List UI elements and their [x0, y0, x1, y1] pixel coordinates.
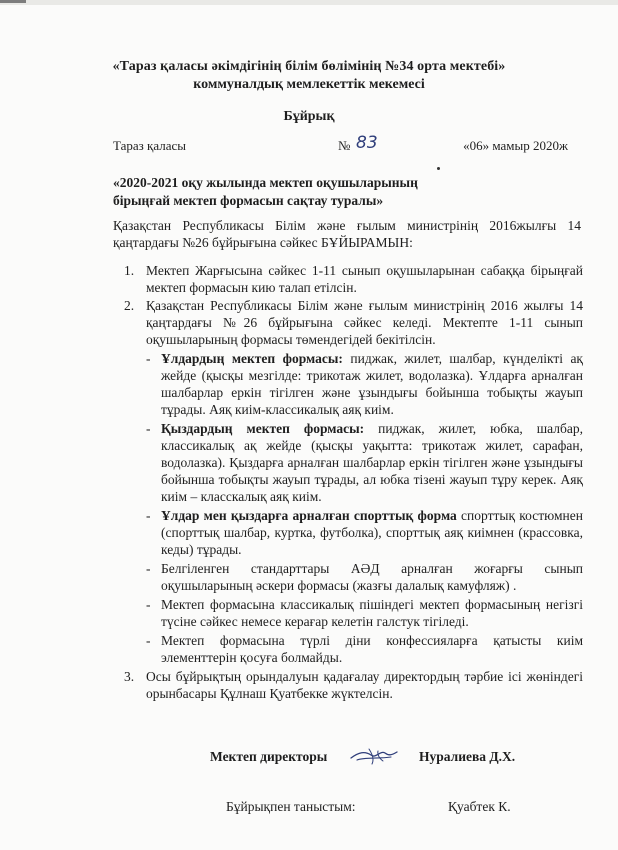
item-text: Мектеп Жарғысына сәйкес 1-11 сынып оқушыларынан сабаққа бірыңғай мектеп формасын кию талап етілсін.	[146, 263, 583, 295]
school-name: «Тараз қаласы әкімдігінің білім бөлімінің №34 орта мектебі»	[112, 59, 506, 74]
sub-item-heading: Ұлдардың мектеп формасы:	[161, 351, 343, 366]
sub-item-dash: -	[146, 421, 151, 436]
signatory-title: Мектеп директоры	[210, 749, 328, 764]
signature-block	[210, 749, 540, 771]
subject-line-2: бірыңғай мектеп формасын сақтау туралы»	[113, 193, 384, 208]
signatory-name: Нуралиева Д.Х.	[419, 749, 516, 764]
acknowledgement-label: Бұйрықпен таныстым:	[226, 799, 356, 814]
city: Тараз қаласы	[113, 138, 187, 153]
item-number: 1.	[124, 263, 135, 278]
sub-item-text: Мектеп формасына түрлі діни конфессияларға қатысты киім элементтерін қосуға болмайды.	[161, 633, 583, 665]
sub-item-dash: -	[146, 508, 151, 523]
sub-item-text: пиджак, жилет, юбка, шалбар, классикалық ақ жейде (қысқы уақытта: трикотаж жилет, сарафан, водолазка). Қыздарға арналған шалбарлар еркін тігілген және ұзындығы бойынша тобықты жауып тұрады, ал юбка тізені жауып тұру керек. Аяқ киім – класскалық аяқ киім.	[161, 421, 583, 504]
item-number: 3.	[124, 669, 135, 684]
sub-item-dash: -	[146, 597, 151, 612]
acknowledgement-name: Қуабтек К.	[448, 799, 511, 814]
list-item	[113, 297, 583, 348]
sub-item-text: спорттық костюмнен (спорттық шалбар, куртка, футболка), спорттық аяқ киімнен (крассовка, кеды) тұрады.	[161, 508, 583, 557]
order-number-label: №	[338, 138, 351, 153]
signature-scribble-icon	[347, 743, 401, 769]
sub-item	[113, 632, 583, 666]
order-items	[113, 262, 583, 703]
sub-item-text: Белгіленген стандарттары АӘД арналған жоғарғы сынып оқушыларының әскери формасы (жазғы далалық камуфляж) .	[161, 561, 583, 593]
order-date: «06» мамыр 2020ж	[463, 138, 568, 153]
intro-paragraph	[113, 217, 581, 251]
sub-item-dash: -	[146, 351, 151, 366]
sub-item	[113, 350, 583, 418]
intro-line-2: қаңтардағы №26 бұйрығына сәйкес БҰЙЫРАМЫН:	[113, 235, 413, 250]
sub-item-dash: -	[146, 633, 151, 648]
order-number: 83	[356, 133, 378, 153]
sub-item-text: Мектеп формасына классикалық пішіндегі мектеп формасының негізгі түсіне сәйкес немесе керағар келетін галстук тігіледі.	[161, 597, 583, 629]
item-number: 2.	[124, 298, 135, 313]
intro-line-1: Қазақстан Республикасы Білім және ғылым министрінің 2016жылғы 14	[113, 218, 581, 233]
institution-type: коммуналдық мемлекеттік мекемесі	[193, 77, 425, 92]
meta-row	[113, 133, 568, 158]
sub-item-dash: -	[146, 561, 151, 576]
sub-item	[113, 507, 583, 558]
order-subject	[113, 174, 418, 210]
item-text: Қазақстан Республикасы Білім және ғылым министрінің 2016 жылғы 14 қаңтардағы №26 бұйрығына сәйкес келеді. Мектепте 1-11 сынып оқушыларының формасы төмендегідей бекітілсін.	[146, 298, 583, 347]
sub-item	[113, 420, 583, 505]
ink-dot	[437, 167, 440, 170]
sub-item-heading: Ұлдар мен қыздарға арналған спорттық форма	[161, 508, 457, 523]
item-text: Осы бұйрықтың орындалуын қадағалау директордың тәрбие ісі жөніндегі орынбасары Құлнаш Қуатбекке жүктелсін.	[146, 669, 583, 701]
subject-line-1: «2020-2021 оқу жылында мектеп оқушыларының	[113, 175, 418, 190]
sub-item	[113, 596, 583, 630]
document-type: Бұйрық	[283, 109, 335, 124]
sub-item-heading: Қыздардың мектеп формасы:	[161, 421, 365, 436]
sub-item	[113, 560, 583, 594]
list-item	[113, 262, 583, 296]
list-item	[113, 668, 583, 702]
sub-item-text: пиджак, жилет, шалбар, күнделікті ақ жейде (қысқы мезгілде: трикотаж жилет, водолазка). Ұлдарға арналған шалбарлар еркін тігілген және ұзындығы бойынша тобықты жауып тұрады. Аяқ киім-классикалық аяқ киім.	[161, 351, 583, 417]
